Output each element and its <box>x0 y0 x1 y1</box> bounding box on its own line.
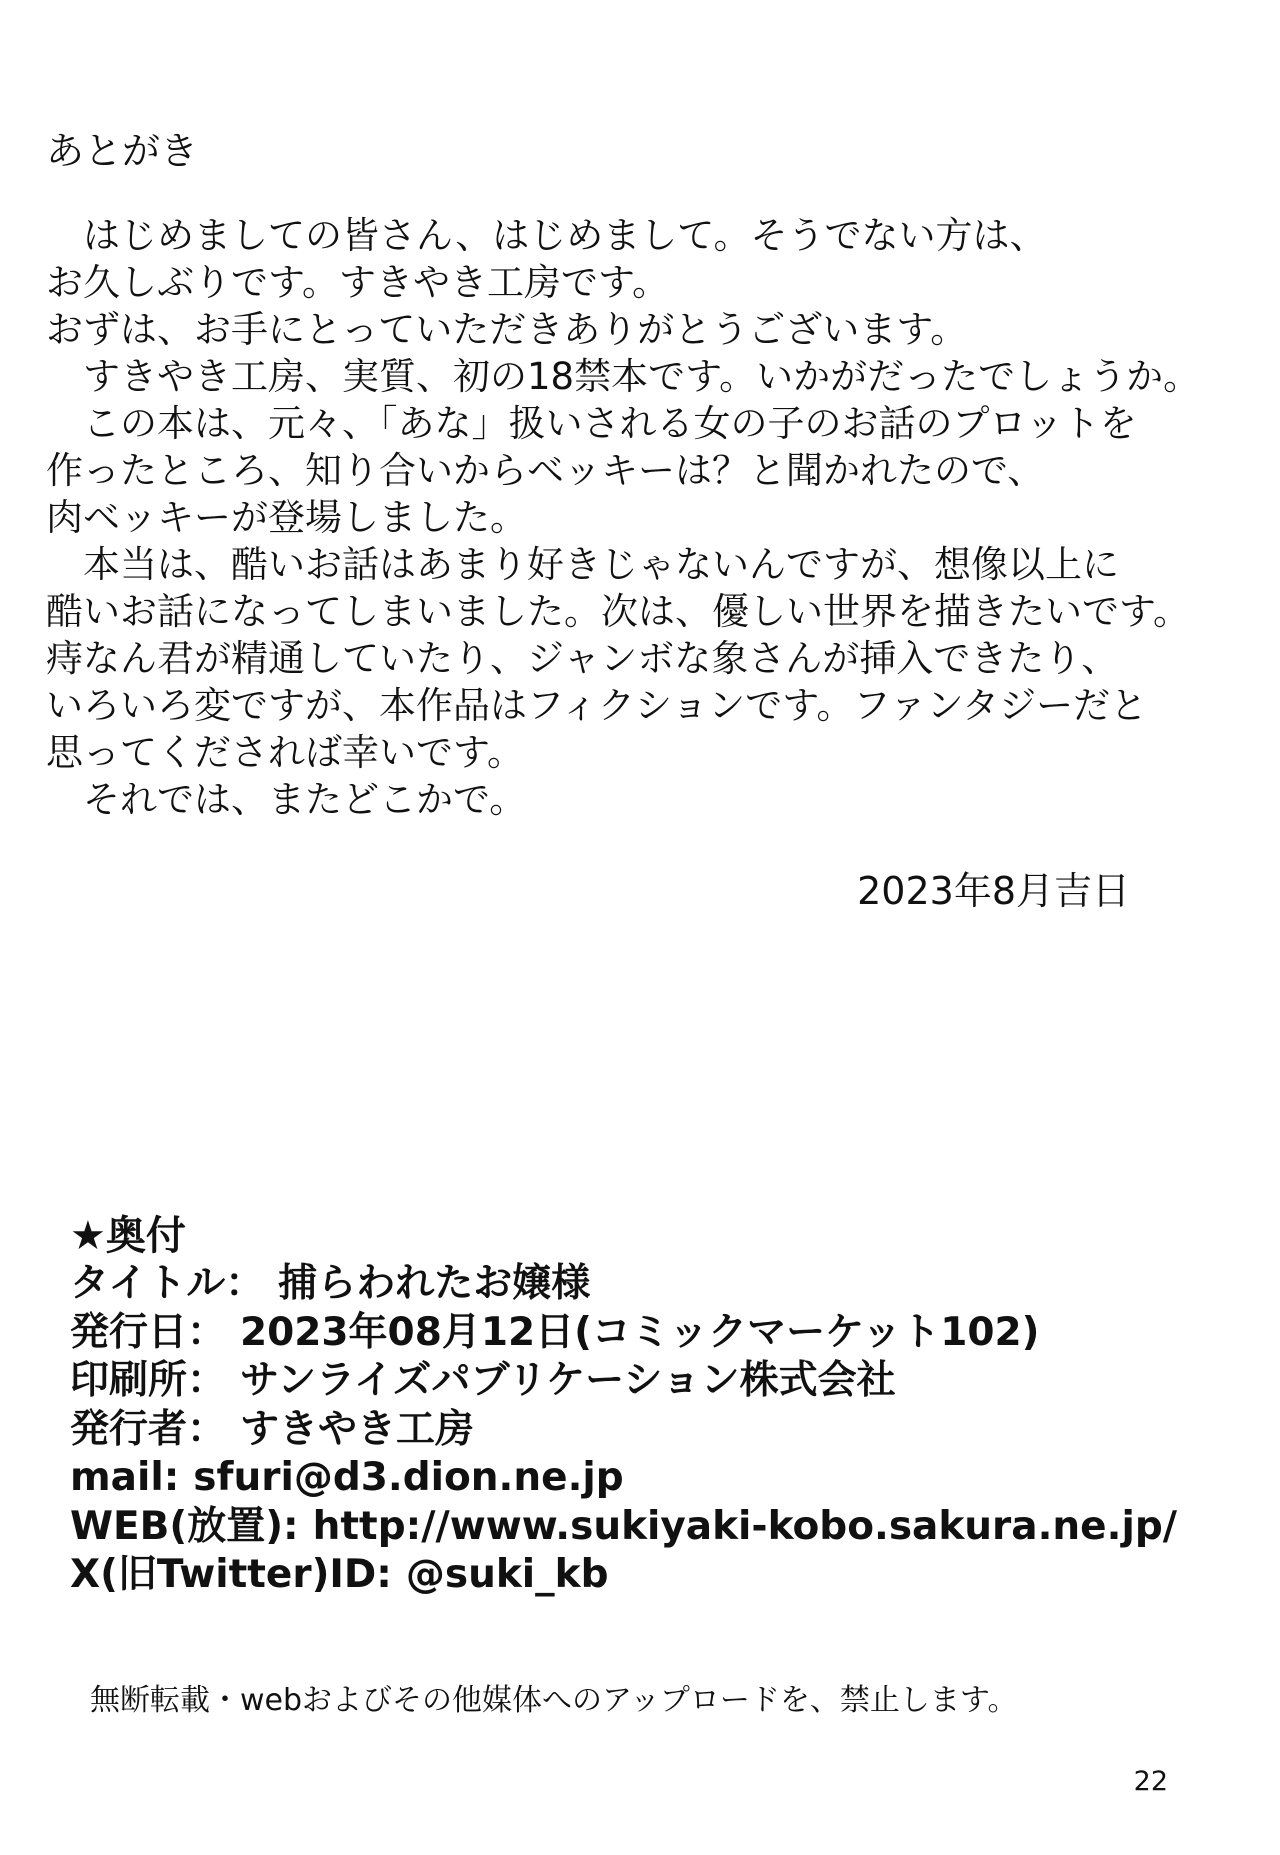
colophon-row-web <box>70 1503 1177 1552</box>
colophon-label: 発行日： <box>70 1309 227 1355</box>
afterword-line: 肉ベッキーが登場しました。 <box>46 496 527 539</box>
afterword-line: すきやき工房、実質、初の18禁本です。いかがだったでしょうか。 <box>46 355 1201 398</box>
afterword-line: おずは、お手にとっていただきありがとうございます。 <box>46 308 968 351</box>
colophon-value: sfuri@d3.dion.ne.jp <box>193 1455 624 1500</box>
page-number: 22 <box>1133 1766 1168 1797</box>
colophon-value: http://www.sukiyaki-kobo.sakura.ne.jp/ <box>312 1503 1177 1549</box>
colophon-label: X(旧Twitter)ID: <box>70 1552 392 1597</box>
afterword-line: 酷いお話になってしまいました。次は、優しい世界を描きたいです。 <box>46 590 1191 633</box>
afterword-line: 痔なん君が精通していたり、ジャンボな象さんが挿入できたり、 <box>46 637 1119 680</box>
afterword-body <box>46 212 1246 823</box>
colophon-value: @suki_kb <box>405 1552 609 1597</box>
afterword-line: それでは、またどこかで。 <box>46 778 527 821</box>
colophon-label: WEB(放置): <box>70 1503 299 1549</box>
colophon-row-release-date <box>70 1309 1177 1358</box>
afterword-line: いろいろ変ですが、本作品はフィクションです。ファンタジーだと <box>46 684 1148 727</box>
afterword-title: あとがき <box>46 129 199 173</box>
afterword-line: お久しぶりです。すきやき工房です。 <box>46 261 670 304</box>
colophon-value: 2023年08月12日(コミックマーケット102) <box>240 1309 1040 1355</box>
colophon-label: 印刷所： <box>70 1358 227 1403</box>
colophon-value: 捕らわれたお嬢様 <box>278 1261 591 1306</box>
afterword-date: 2023年8月吉日 <box>857 869 1130 913</box>
afterword-line: はじめましての皆さん、はじめまして。そうでない方は、 <box>46 214 1047 257</box>
colophon-label: タイトル： <box>70 1261 265 1306</box>
colophon-value: すきやき工房 <box>240 1406 475 1452</box>
afterword-line: 思ってくだされば幸いです。 <box>46 731 525 774</box>
colophon-row-printer <box>70 1357 1177 1406</box>
reproduction-notice: 無断転載・webおよびその他媒体へのアップロードを、禁止します。 <box>90 1683 1018 1718</box>
colophon-row-title <box>70 1260 1177 1309</box>
colophon-value: サンライズパブリケーション株式会社 <box>240 1358 896 1403</box>
afterword-line: 本当は、酷いお話はあまり好きじゃないんですが、想像以上に <box>46 543 1119 586</box>
afterword-line: この本は、元々、「あな」扱いされる女の子のお話のプロットを <box>46 402 1137 445</box>
colophon <box>70 1212 1177 1600</box>
colophon-row-publisher <box>70 1406 1177 1455</box>
colophon-label: mail: <box>70 1455 180 1500</box>
colophon-row-mail <box>70 1454 1177 1503</box>
afterword-line: 作ったところ、知り合いからベッキーは？と聞かれたので、 <box>46 449 1045 492</box>
colophon-heading: ★奥付 <box>70 1213 186 1259</box>
colophon-row-x-id <box>70 1551 1177 1600</box>
colophon-label: 発行者： <box>70 1406 227 1452</box>
